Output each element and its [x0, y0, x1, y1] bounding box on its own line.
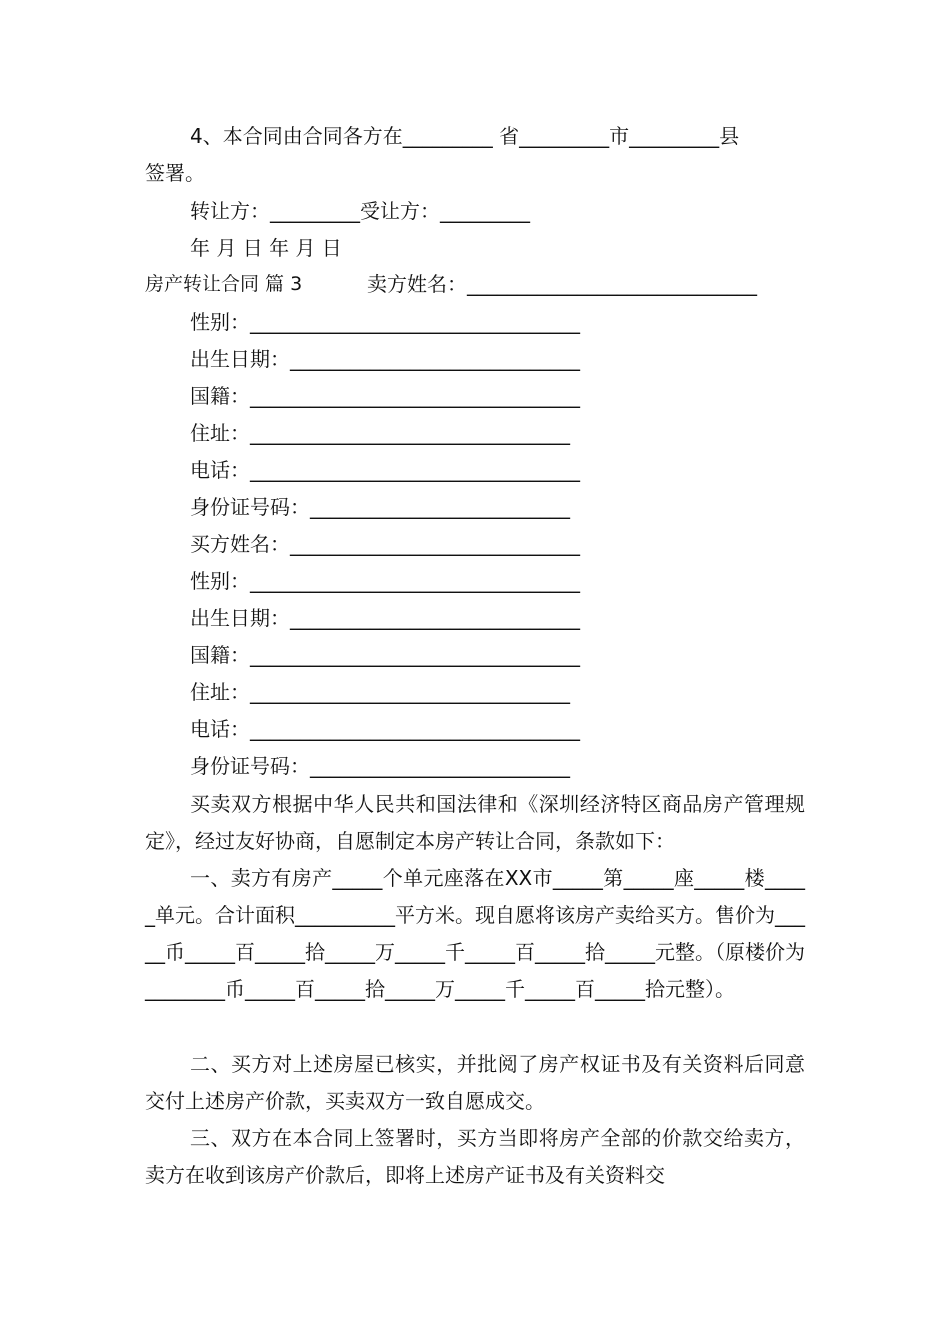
clause-4-line-1: 4、本合同由合同各方在_________ 省_________市_________县 — [190, 124, 740, 148]
buyer-address-field: 住址：________________________________ — [190, 680, 570, 704]
section-heading: 房产转让合同 篇 3 — [145, 273, 303, 295]
buyer-nationality-field: 国籍：_________________________________ — [190, 643, 580, 667]
date-line: 年 月 日 年 月 日 — [190, 236, 342, 260]
clause-1-paragraph: 一、卖方有房产_____个单元座落在XX市_____第_____座_____楼_____单元。合计面积__________平方米。现自愿将该房产卖给买方。售价为_____币_____百_____拾_____万_____千_____百_____拾_____元整。（原楼价为________币_____百_____拾_____万_____千_____百_____拾元整）。 — [145, 866, 805, 1001]
clause-4-line-2: 签署。 — [145, 161, 205, 185]
seller-nationality-field: 国籍：_________________________________ — [190, 384, 580, 408]
clause-2-paragraph: 二、买方对上述房屋已核实，并批阅了房产权证书及有关资料后同意交付上述房产价款，买卖双方一致自愿成交。 — [145, 1052, 805, 1113]
clause-3-paragraph: 三、双方在本合同上签署时，买方当即将房产全部的价款交给卖方，卖方在收到该房产价款后，即将上述房产证书及有关资料交 — [145, 1126, 805, 1187]
seller-birthdate-field: 出生日期：_____________________________ — [190, 347, 580, 371]
buyer-phone-field: 电话：_________________________________ — [190, 717, 580, 741]
seller-id-field: 身份证号码：__________________________ — [190, 495, 570, 519]
seller-address-field: 住址：________________________________ — [190, 421, 570, 445]
buyer-gender-field: 性别：_________________________________ — [190, 569, 580, 593]
signature-line: 转让方：_________受让方：_________ — [190, 199, 530, 223]
buyer-name-field: 买方姓名：_____________________________ — [190, 532, 580, 556]
seller-gender-field: 性别：_________________________________ — [190, 310, 580, 334]
seller-name-field: 卖方姓名：_____________________________ — [367, 272, 757, 296]
seller-phone-field: 电话：_________________________________ — [190, 458, 580, 482]
buyer-birthdate-field: 出生日期：_____________________________ — [190, 606, 580, 630]
intro-paragraph: 买卖双方根据中华人民共和国法律和《深圳经济特区商品房产管理规定》，经过友好协商，自愿制定本房产转让合同，条款如下： — [145, 792, 805, 853]
buyer-id-field: 身份证号码：__________________________ — [190, 754, 570, 778]
